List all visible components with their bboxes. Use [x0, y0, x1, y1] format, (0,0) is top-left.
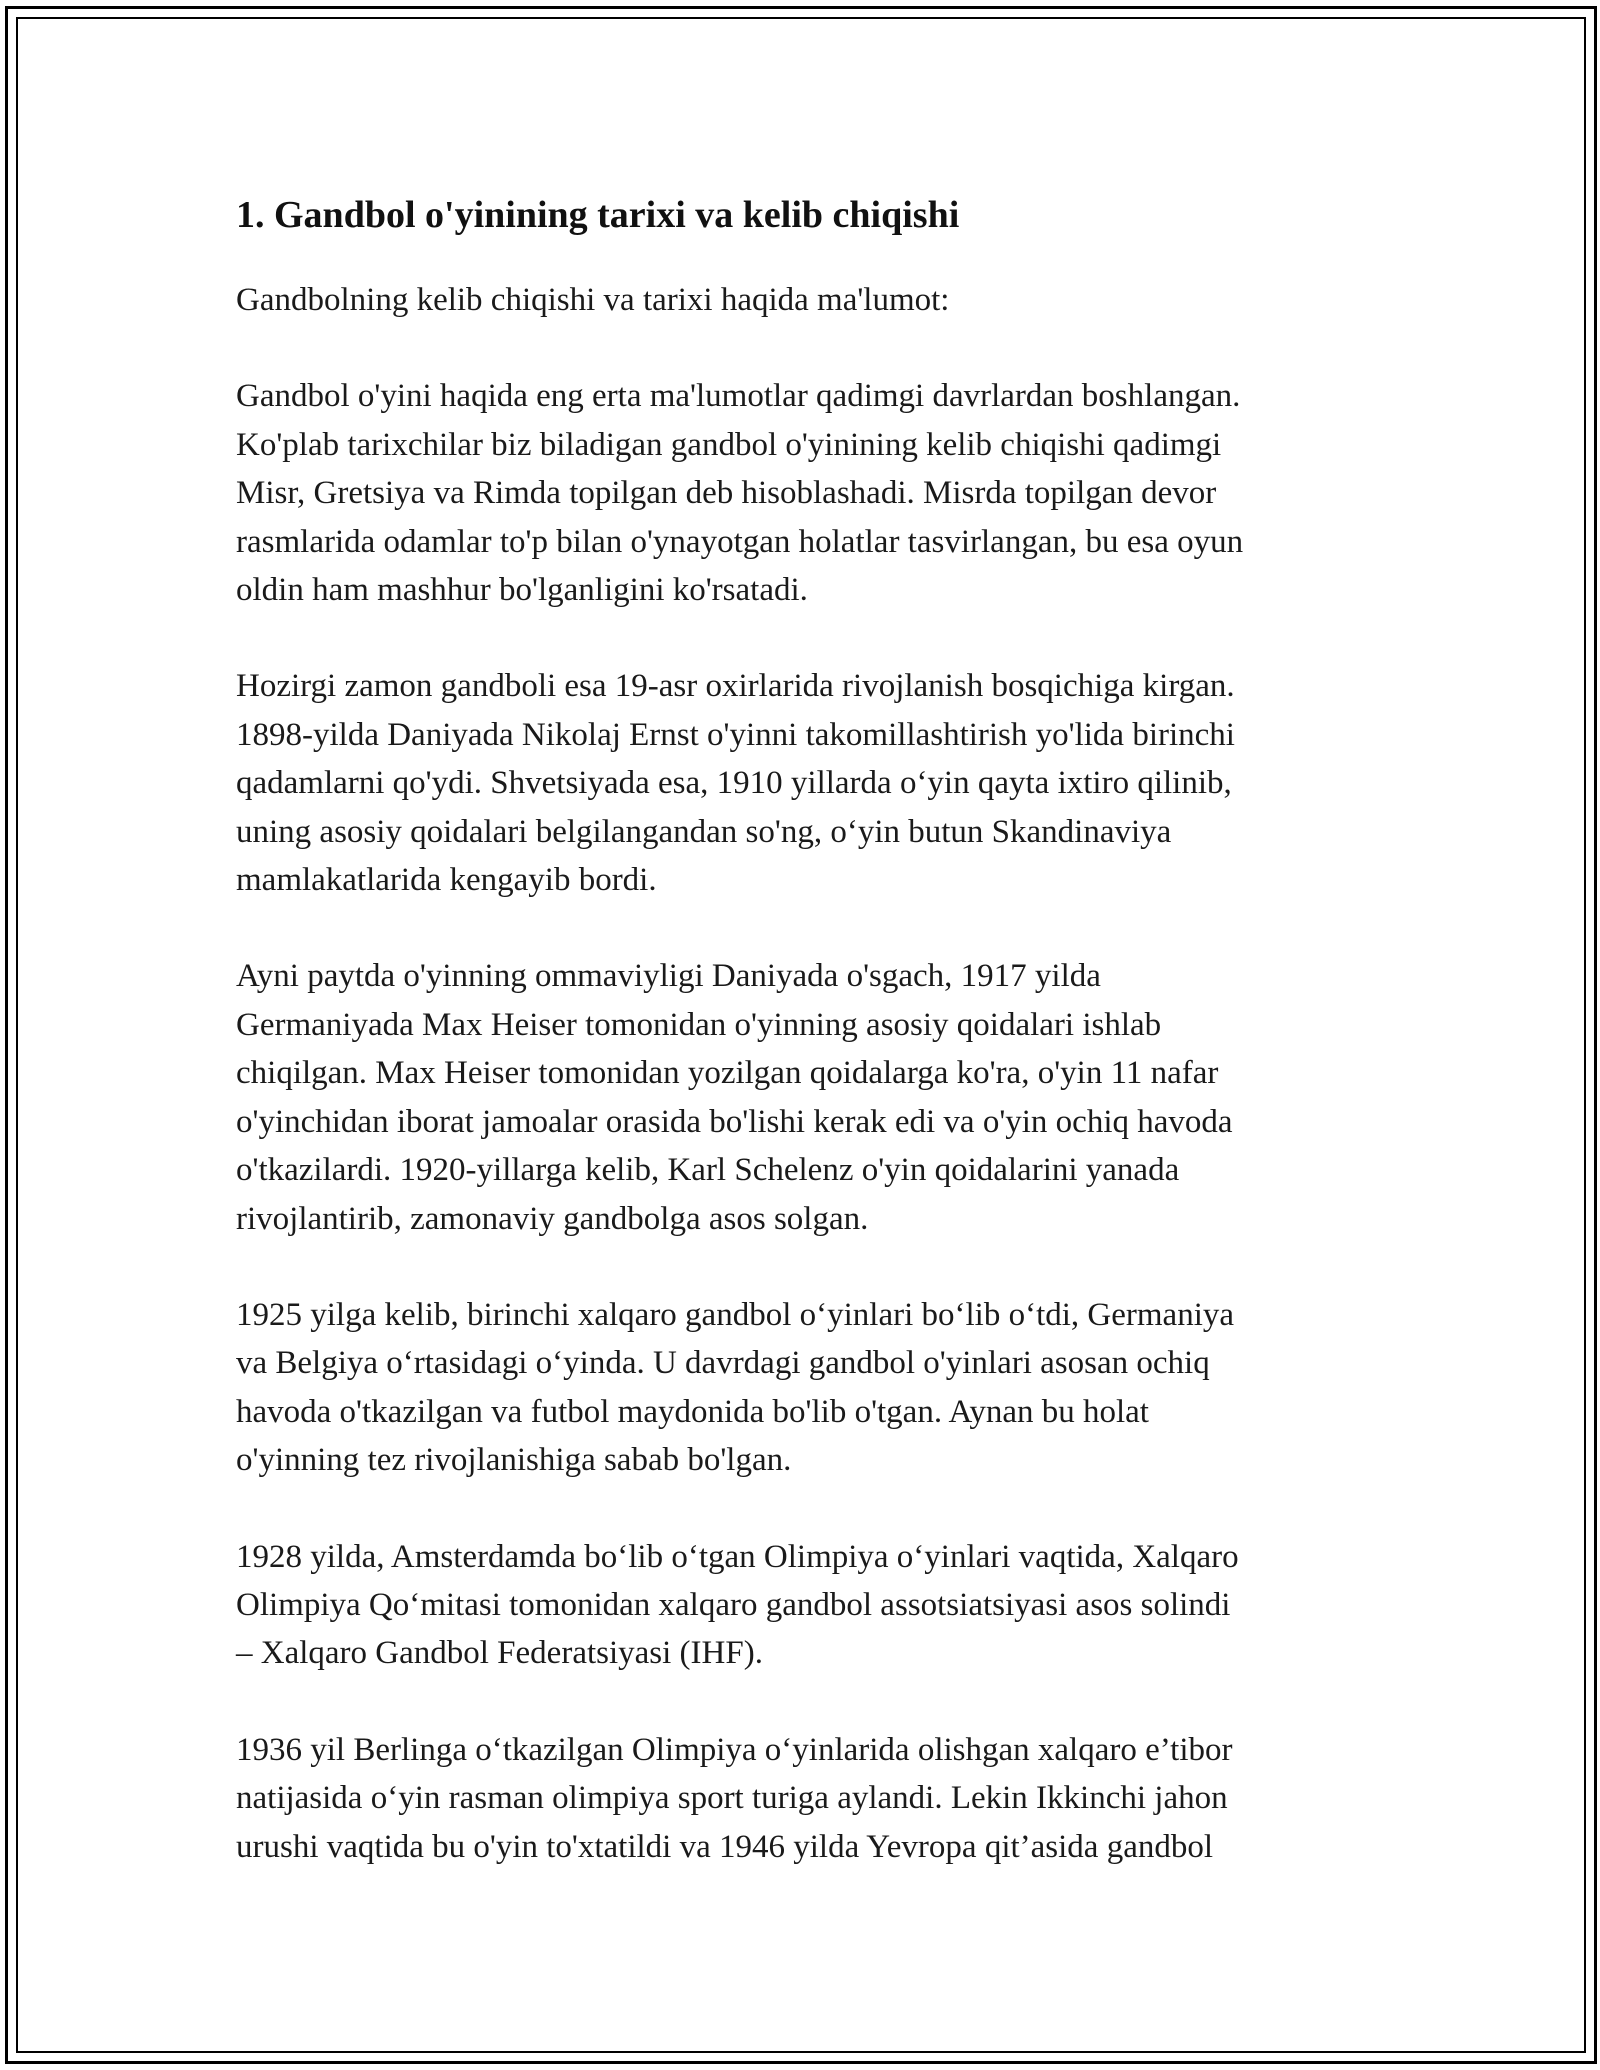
- text-line: Ayni paytda o'yinning ommaviyligi Daniyada o'sgach, 1917 yilda: [236, 958, 1101, 995]
- paragraph: [236, 372, 1366, 614]
- text-line: o'yinning tez rivojlanishiga sabab bo'lgan.: [236, 1442, 792, 1479]
- text-line: Misr, Gretsiya va Rimda topilgan deb hisoblashadi. Misrda topilgan devor: [236, 475, 1217, 512]
- text-line: urushi vaqtida bu o'yin to'xtatildi va 1946 yilda Yevropa qit’asida gandbol: [236, 1828, 1214, 1865]
- text-line: chiqilgan. Max Heiser tomonidan yozilgan qoidalarga ko'ra, o'yin 11 nafar: [236, 1055, 1219, 1092]
- text-line: Germaniyada Max Heiser tomonidan o'yinning asosiy qoidalari ishlab: [236, 1006, 1162, 1043]
- document-body: [236, 192, 1366, 1919]
- paragraph: [236, 1726, 1366, 1871]
- text-line: rasmlarida odamlar to'p bilan o'ynayotgan holatlar tasvirlangan, bu esa oyun: [236, 523, 1244, 560]
- text-line: Gandbolning kelib chiqishi va tarixi haqida ma'lumot:: [236, 282, 950, 318]
- text-line: 1898-yilda Daniyada Nikolaj Ernst o'yinni takomillashtirish yo'lida birinchi: [236, 716, 1235, 753]
- paragraph: [236, 952, 1366, 1242]
- text-line: havoda o'tkazilgan va futbol maydonida bo'lib o'tgan. Aynan bu holat: [236, 1393, 1149, 1430]
- text-line: oldin ham mashhur bo'lganligini ko'rsatadi.: [236, 572, 808, 609]
- paragraph: [236, 1533, 1366, 1678]
- text-line: va Belgiya o‘rtasidagi o‘yinda. U davrdagi gandbol o'yinlari asosan ochiq: [236, 1345, 1210, 1382]
- text-line: 1928 yilda, Amsterdamda bo‘lib o‘tgan Olimpiya o‘yinlari vaqtida, Xalqaro: [236, 1538, 1239, 1575]
- text-line: natijasida o‘yin rasman olimpiya sport turiga aylandi. Lekin Ikkinchi jahon: [236, 1780, 1228, 1817]
- text-line: – Xalqaro Gandbol Federatsiyasi (IHF).: [236, 1635, 763, 1672]
- text-line: qadamlarni qo'ydi. Shvetsiyada esa, 1910 yillarda o‘yin qayta ixtiro qilinib,: [236, 765, 1232, 802]
- paragraph: [236, 276, 1366, 324]
- text-line: Gandbol o'yini haqida eng erta ma'lumotlar qadimgi davrlardan boshlangan.: [236, 378, 1241, 415]
- text-line: mamlakatlarida kengayib bordi.: [236, 862, 657, 899]
- text-line: Olimpiya Qo‘mitasi tomonidan xalqaro gandbol assotsiatsiyasi asos solindi: [236, 1586, 1231, 1623]
- paragraph: [236, 662, 1366, 904]
- text-line: 1925 yilga kelib, birinchi xalqaro gandbol o‘yinlari bo‘lib o‘tdi, Germaniya: [236, 1296, 1235, 1333]
- text-line: Hozirgi zamon gandboli esa 19-asr oxirlarida rivojlanish bosqichiga kirgan.: [236, 668, 1235, 705]
- text-line: 1936 yil Berlinga o‘tkazilgan Olimpiya o‘yinlarida olishgan xalqaro e’tibor: [236, 1731, 1233, 1768]
- text-line: o'yinchidan iborat jamoalar orasida bo'lishi kerak edi va o'yin ochiq havoda: [236, 1103, 1233, 1140]
- paragraph: [236, 1291, 1366, 1485]
- text-line: o'tkazilardi. 1920-yillarga kelib, Karl Schelenz o'yin qoidalarini yanada: [236, 1152, 1180, 1189]
- text-line: Ko'plab tarixchilar biz biladigan gandbol o'yinining kelib chiqishi qadimgi: [236, 426, 1222, 463]
- text-line: uning asosiy qoidalari belgilangandan so'ng, o‘yin butun Skandinaviya: [236, 813, 1172, 850]
- text-line: rivojlantirib, zamonaviy gandbolga asos solgan.: [236, 1200, 869, 1237]
- paragraph-list: [236, 276, 1366, 1871]
- document-title: 1. Gandbol o'yinining tarixi va kelib chiqishi: [236, 194, 960, 236]
